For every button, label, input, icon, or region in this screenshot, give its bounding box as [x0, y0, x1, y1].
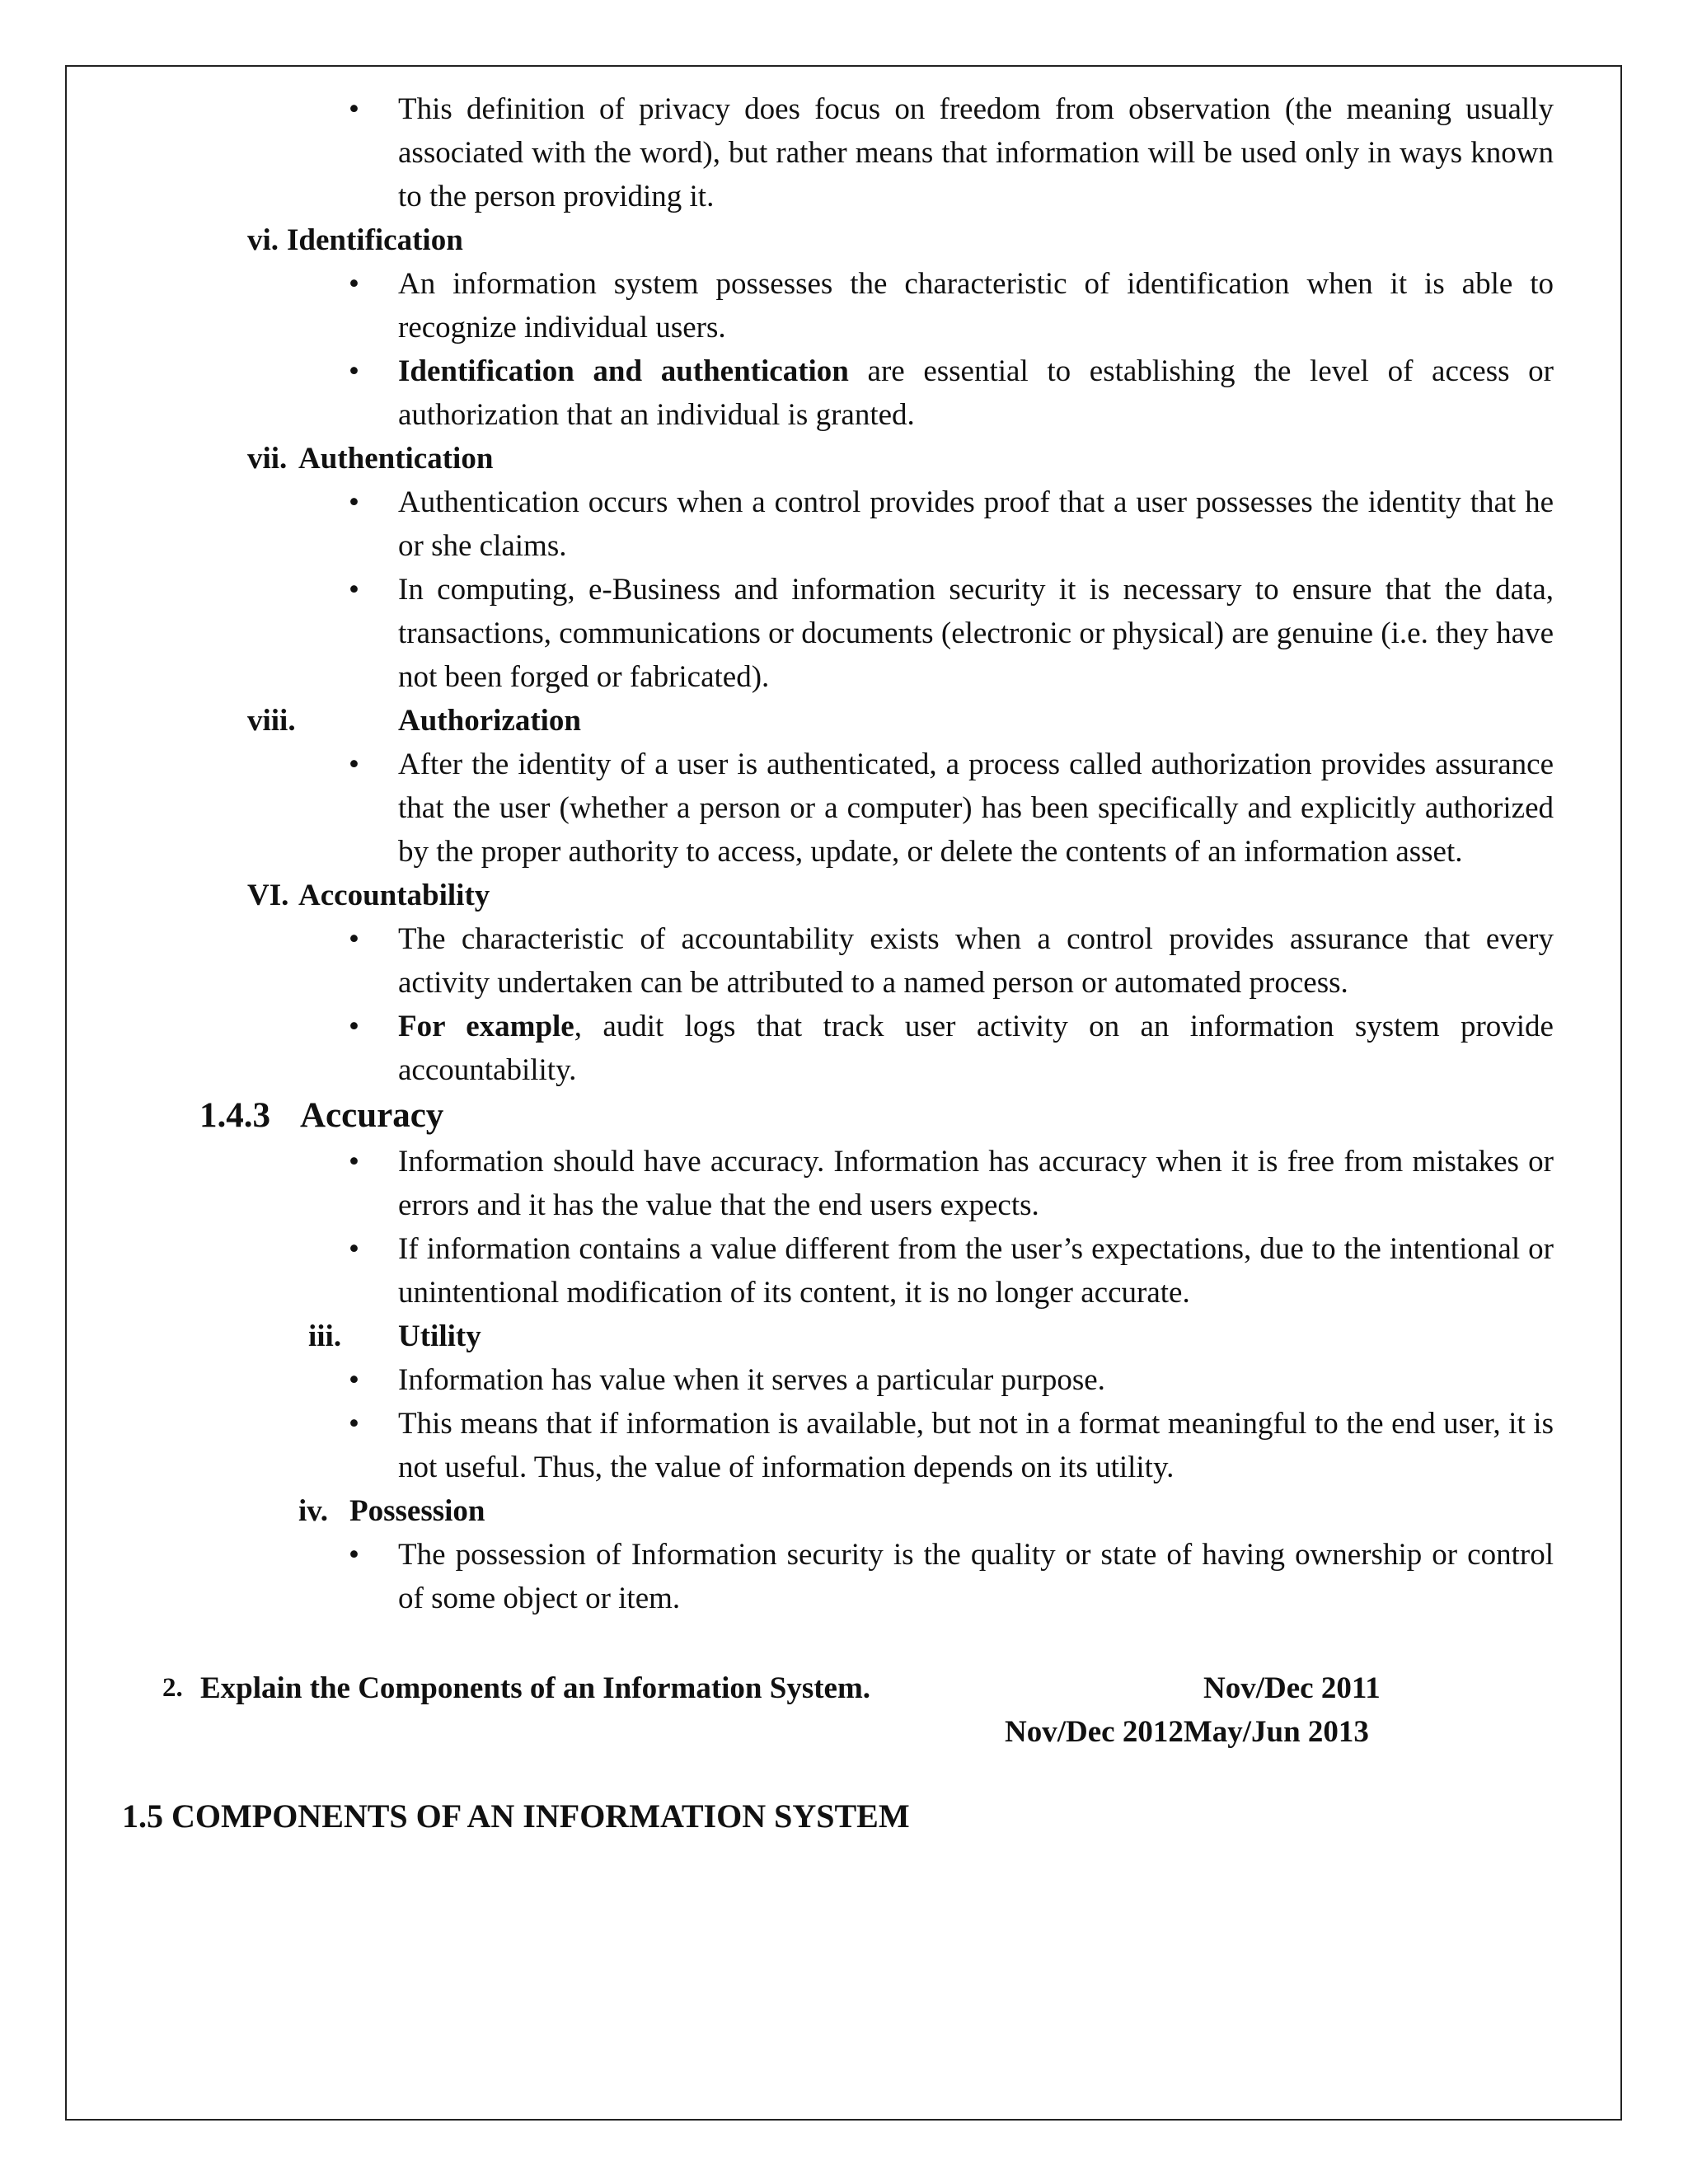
accuracy-bullet-2: • If information contains a value different from the user’s expectations, due to the intentional or unintentional modification of its content, it is no longer accurate. [398, 1227, 1554, 1315]
accountability-bullet-2 [398, 1005, 1554, 1092]
question-date-1: Nov/Dec 2011 [1203, 1671, 1381, 1705]
accuracy-number: 1.4.3 [199, 1096, 270, 1135]
privacy-bullet-3: • This definition of privacy does focus on freedom from observation (the meaning usually associated with the word), but rather means that information will be used only in ways known to the person providing it. [398, 87, 1554, 218]
identification-heading [0, 218, 1688, 262]
utility-bullet-1: • Information has value when it serves a particular purpose. [398, 1358, 1554, 1402]
identification-number: vi. [247, 223, 279, 257]
authentication-bullet-1: • Authentication occurs when a control provides proof that a user possesses the identity that he or she claims. [398, 480, 1554, 568]
possession-bullet-1: • The possession of Information security is the quality or state of having ownership or control of some object or item. [398, 1533, 1554, 1620]
accountability-bullet-1: • The characteristic of accountability exists when a control provides assurance that every activity undertaken can be attributed to a named person or automated process. [398, 917, 1554, 1005]
document-content [0, 87, 1688, 1840]
question-date-2: Nov/Dec 2012May/Jun 2013 [1005, 1715, 1369, 1749]
authorization-title: Authorization [398, 704, 581, 738]
possession-title: Possession [349, 1494, 485, 1528]
accountability-bullet-2-bold: For example [398, 1010, 574, 1043]
authorization-number: viii. [247, 704, 296, 738]
accuracy-heading [0, 1092, 1688, 1140]
section-heading: 1.5 COMPONENTS OF AN INFORMATION SYSTEM [122, 1797, 910, 1835]
utility-title: Utility [398, 1319, 481, 1353]
utility-bullet-2: • This means that if information is available, but not in a format meaningful to the end user, it is not useful. Thus, the value of information depends on its utility. [398, 1402, 1554, 1489]
utility-number: iii. [308, 1319, 342, 1353]
identification-title: Identification [287, 223, 463, 257]
authentication-bullet-2: • In computing, e-Business and information security it is necessary to ensure that the data, transactions, communications or documents (electronic or physical) are genuine (i.e. they have not been forged or fabricated). [398, 568, 1554, 699]
possession-number: iv. [298, 1494, 328, 1528]
accountability-number: VI. [247, 879, 289, 912]
accountability-heading [0, 874, 1688, 917]
identification-bullet-2-text: are essential to establishing the level of access or authorization that an individual is granted. [398, 354, 1554, 432]
accountability-bullet-2-text: , audit logs that track user activity on an information system provide accountability. [398, 1010, 1554, 1087]
identification-bullet-1: • An information system possesses the characteristic of identification when it is able to recognize individual users. [398, 262, 1554, 349]
question-text: Explain the Components of an Information System. [200, 1671, 871, 1705]
authentication-number: vii. [247, 442, 288, 476]
question-number: 2. [162, 1673, 183, 1703]
authentication-title: Authentication [298, 442, 494, 476]
possession-heading [0, 1489, 1688, 1533]
authorization-heading [0, 699, 1688, 743]
accuracy-title: Accuracy [300, 1096, 444, 1135]
utility-heading [0, 1315, 1688, 1358]
identification-bullet-2 [398, 349, 1554, 437]
accountability-title: Accountability [298, 879, 490, 912]
authorization-bullet-1: • After the identity of a user is authenticated, a process called authorization provides assurance that the user (whether a person or a computer) has been specifically and explicitly authorized by the proper authority to access, update, or delete the contents of an information asset. [398, 743, 1554, 874]
identification-bullet-2-bold: Identification and authentication [398, 354, 849, 388]
accuracy-bullet-1: • Information should have accuracy. Information has accuracy when it is free from mistakes or errors and it has the value that the end users expects. [398, 1140, 1554, 1227]
authentication-heading [0, 437, 1688, 480]
exam-question [0, 1666, 1688, 1754]
